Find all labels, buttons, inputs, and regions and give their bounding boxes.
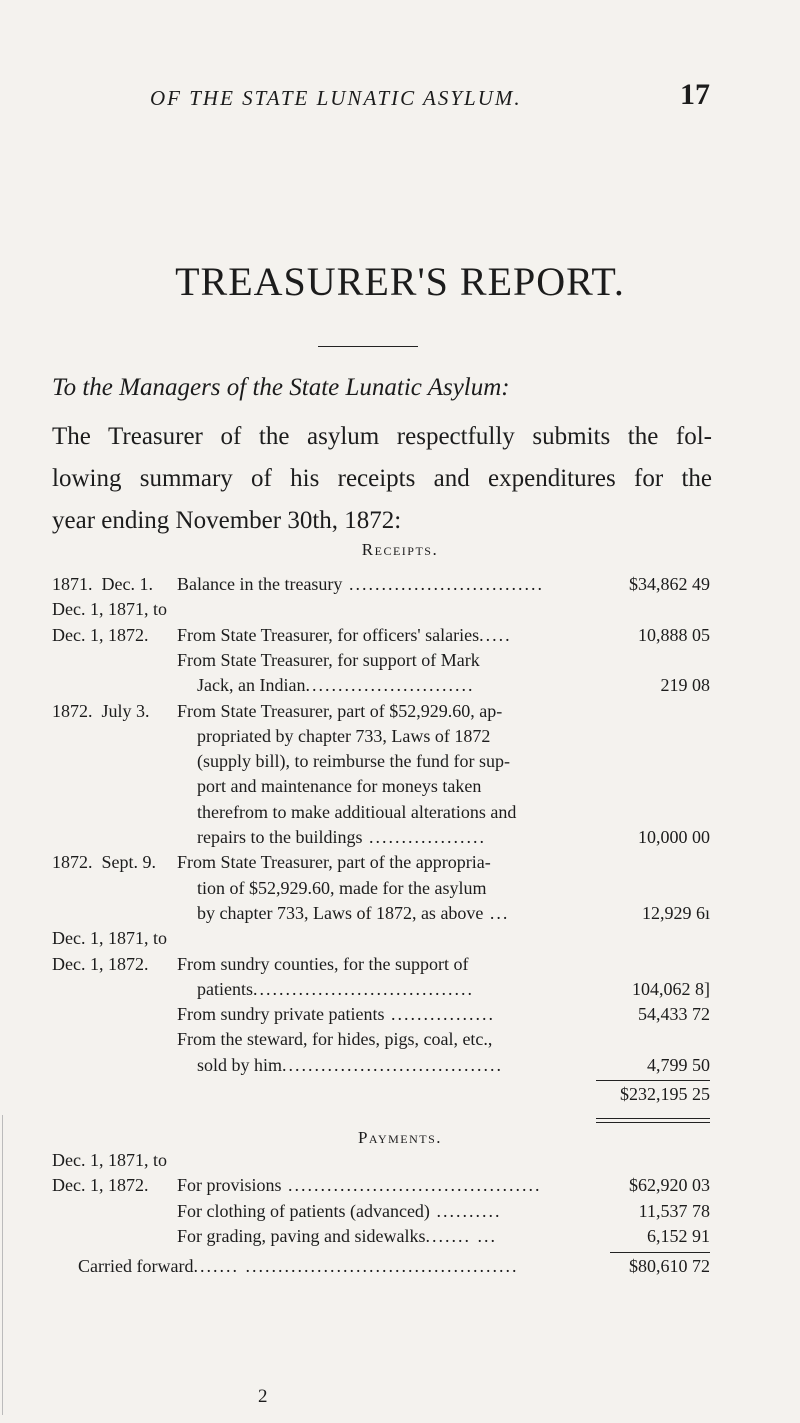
entry-text: For provisions	[177, 1175, 282, 1196]
ledger-row	[52, 954, 712, 980]
carried-forward-label: Carried forward	[78, 1256, 194, 1276]
leader-dots: ..............................	[342, 574, 544, 594]
entry-description	[197, 776, 592, 797]
entry-description	[197, 979, 592, 1000]
ledger-row	[52, 979, 712, 1005]
entry-text: From State Treasurer, for support of Mark	[177, 649, 480, 670]
entry-text: For grading, paving and sidewalks	[177, 1225, 426, 1246]
ledger-row	[52, 903, 712, 929]
ledger-row	[52, 650, 712, 676]
salutation: To the Managers of the State Lunatic Asylum:	[52, 374, 510, 401]
carried-forward-amount: $80,610 72	[629, 1256, 710, 1276]
entry-amount: 12,929 6ı	[641, 902, 710, 923]
ledger-row	[52, 878, 712, 904]
ledger-row	[52, 1150, 712, 1176]
entry-description	[177, 1175, 592, 1196]
entry-text: From State Treasurer, part of the appropria-	[177, 852, 491, 873]
title-rule	[318, 346, 418, 347]
entry-text: From State Treasurer, part of $52,929.60, ap-	[177, 700, 503, 721]
leader-dots: ..........................	[305, 675, 475, 696]
leader-dots: ..................................	[253, 978, 474, 999]
receipts-double-rule	[596, 1118, 710, 1123]
entry-description	[197, 827, 592, 848]
entry-description	[177, 852, 592, 873]
entry-date: Dec. 1, 1872.	[52, 953, 149, 974]
entry-amount: 54,433 72	[638, 1004, 710, 1025]
ledger-row	[52, 1055, 712, 1081]
entry-amount: 219 08	[660, 675, 710, 696]
entry-text: repairs to the buildings	[197, 827, 363, 847]
entry-text: port and maintenance for moneys taken	[197, 776, 482, 797]
entry-text: patients	[197, 978, 253, 999]
leader-dots: ..................................	[282, 1054, 504, 1075]
entry-description	[197, 675, 592, 696]
binding-edge	[2, 1115, 3, 1415]
leader-dots: ....... ...	[425, 1225, 497, 1246]
report-title: TREASURER'S REPORT.	[175, 259, 625, 304]
entry-text: Jack, an Indian	[197, 675, 306, 696]
entry-amount: 6,152 91	[647, 1225, 710, 1246]
entry-text: sold by him	[197, 1054, 283, 1075]
payments-heading: Payments.	[357, 1128, 443, 1147]
entry-description	[177, 701, 592, 722]
intro-paragraph	[52, 416, 712, 542]
entry-amount: $62,920 03	[629, 1175, 710, 1196]
entry-text: From sundry private patients	[177, 1004, 385, 1025]
entry-description	[197, 1055, 592, 1076]
entry-description	[197, 878, 592, 899]
entry-description	[177, 954, 592, 975]
ledger-row	[52, 1029, 712, 1055]
entry-text: (supply bill), to reimburse the fund for sup-	[197, 751, 510, 772]
entry-date: Dec. 1, 1871, to	[52, 928, 167, 949]
entry-description	[177, 574, 592, 595]
entry-description	[177, 650, 592, 671]
entry-date: Dec. 1, 1872.	[52, 624, 149, 645]
ledger-row	[52, 625, 712, 651]
entry-text: From State Treasurer, for officers' salaries	[177, 624, 480, 645]
ledger-row	[52, 802, 712, 828]
ledger-row	[52, 701, 712, 727]
leader-dots: ................	[384, 1004, 495, 1025]
ledger-row	[52, 574, 712, 600]
entry-text: For clothing of patients (advanced)	[177, 1200, 430, 1221]
running-head: OF THE STATE LUNATIC ASYLUM.	[150, 86, 522, 110]
payments-sum-rule	[610, 1252, 710, 1253]
ledger-row	[52, 928, 712, 954]
entry-text: From sundry counties, for the support of	[177, 953, 469, 974]
entry-text: by chapter 733, Laws of 1872, as above	[197, 902, 484, 923]
ledger-row	[52, 1004, 712, 1030]
ledger-row	[52, 776, 712, 802]
entry-amount: 104,062 8]	[632, 978, 710, 999]
entry-amount: $34,862 49	[629, 574, 710, 594]
ledger-row	[52, 599, 712, 625]
receipts-total: $232,195 25	[620, 1084, 710, 1104]
entry-description	[177, 1029, 592, 1050]
leader-dots: .....	[479, 624, 512, 645]
ledger-row	[52, 1201, 712, 1227]
ledger-row	[52, 852, 712, 878]
intro-line: The Treasurer of the asylum respectfully submits the fol-	[52, 423, 712, 450]
ledger-row	[52, 751, 712, 777]
entry-description	[197, 726, 592, 747]
receipts-heading: Receipts.	[361, 540, 439, 559]
receipts-sum-rule	[596, 1080, 710, 1081]
entry-description	[197, 903, 592, 924]
ledger-row	[52, 1175, 712, 1201]
signature-mark: 2	[258, 1386, 268, 1407]
entry-text: Balance in the treasury	[177, 574, 343, 594]
ledger-row	[52, 675, 712, 701]
entry-description	[197, 751, 592, 772]
entry-date: Dec. 1, 1871, to	[52, 599, 167, 620]
entry-description	[177, 1201, 592, 1222]
ledger-row	[52, 726, 712, 752]
entry-date: Dec. 1, 1871, to	[52, 1150, 167, 1170]
entry-description	[177, 625, 592, 646]
page-number: 17	[680, 78, 710, 111]
entry-date: 1872. Sept. 9.	[52, 852, 157, 873]
entry-description	[177, 1226, 592, 1247]
entry-description	[197, 802, 592, 823]
entry-text: tion of $52,929.60, made for the asylum	[197, 877, 487, 898]
leader-dots: ....... ..........................................	[193, 1256, 519, 1276]
leader-dots: ..........	[429, 1200, 502, 1221]
entry-description	[177, 1004, 592, 1025]
leader-dots: ...	[483, 902, 510, 923]
leader-dots: .......................................	[281, 1175, 542, 1196]
entry-amount: 11,537 78	[638, 1200, 710, 1221]
leader-dots: ..................	[362, 827, 486, 847]
ledger-row	[52, 1226, 712, 1252]
entry-date: Dec. 1, 1872.	[52, 1175, 149, 1196]
intro-line: year ending November 30th, 1872:	[52, 507, 402, 534]
entry-text: From the steward, for hides, pigs, coal, etc.,	[177, 1029, 493, 1050]
intro-line: lowing summary of his receipts and expenditures for the	[52, 465, 712, 492]
ledger-row	[52, 827, 712, 853]
entry-amount: 10,000 00	[638, 827, 710, 847]
entry-date: 1871. Dec. 1.	[52, 574, 153, 594]
entry-amount: 4,799 50	[647, 1054, 710, 1075]
entry-date: 1872. July 3.	[52, 700, 150, 721]
entry-text: therefrom to make additioual alterations and	[197, 801, 517, 822]
entry-text: propriated by chapter 733, Laws of 1872	[197, 725, 491, 746]
entry-amount: 10,888 05	[638, 624, 710, 645]
